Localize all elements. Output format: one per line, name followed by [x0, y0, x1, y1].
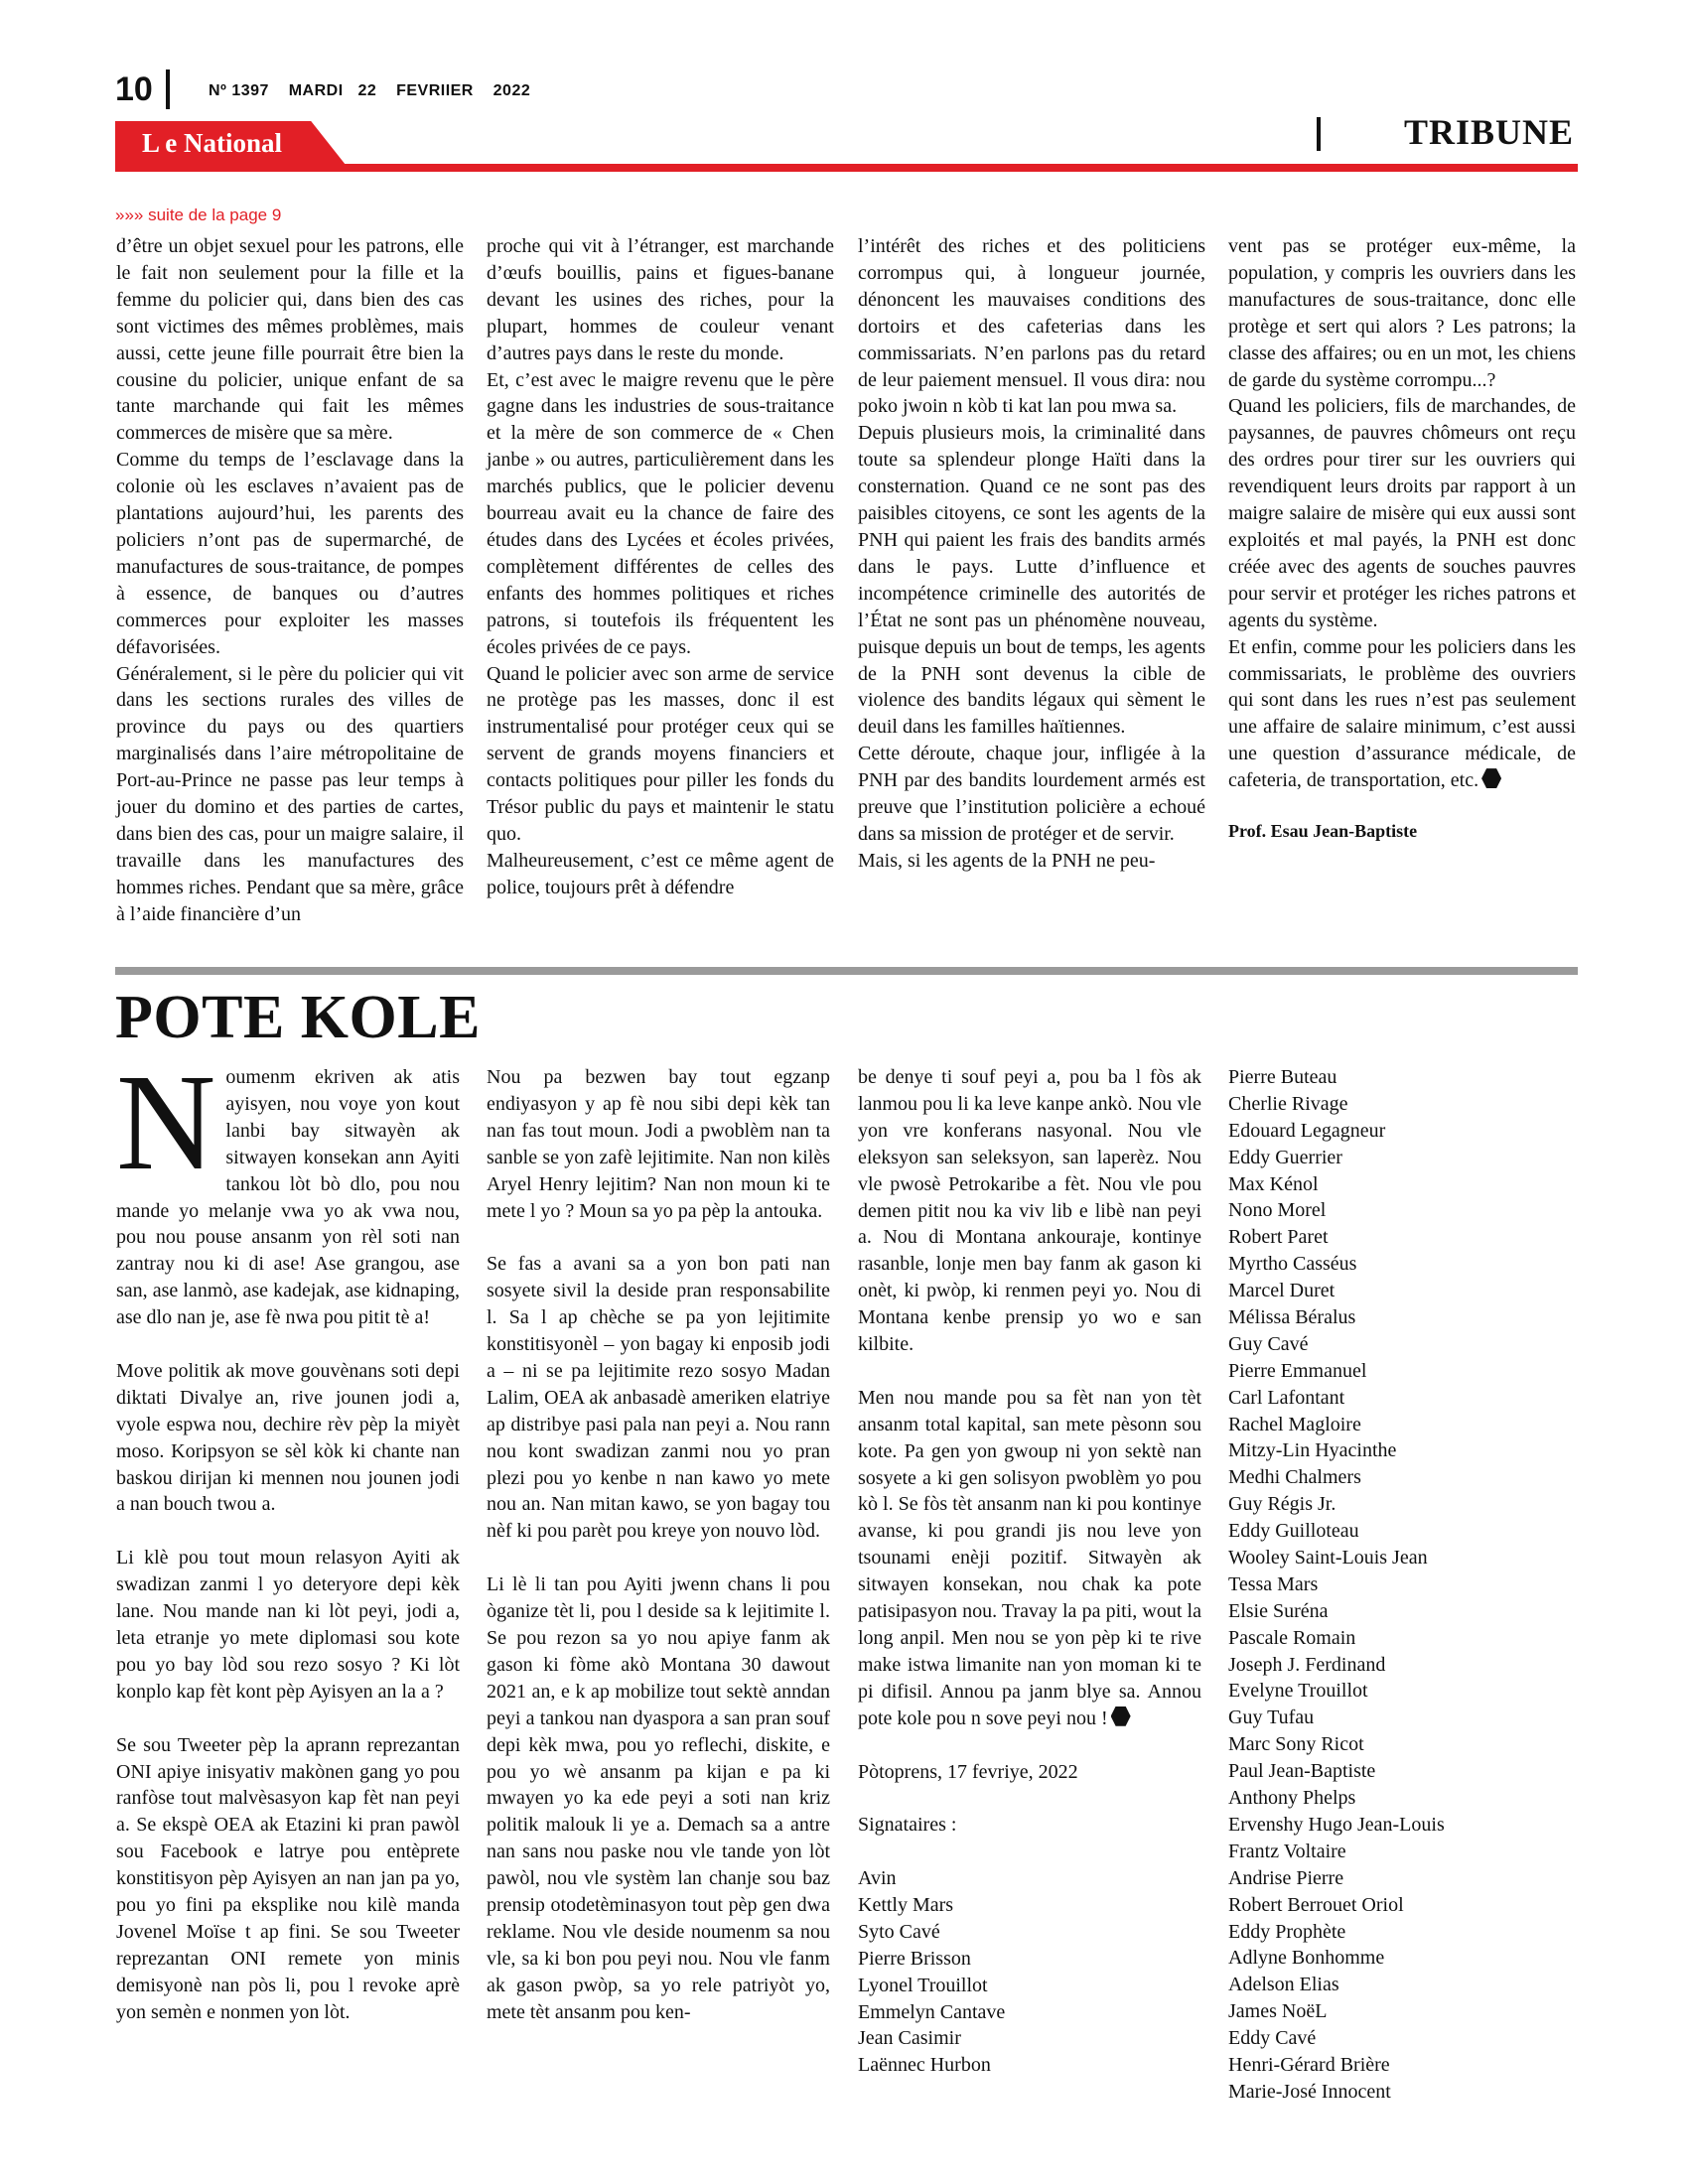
pote-kole-column-4 [1228, 1064, 1576, 2106]
pote-kole-column-3 [858, 1064, 1201, 2079]
signatory-name: Wooley Saint-Louis Jean [1228, 1547, 1428, 1570]
signatory-name: Myrtho Casséus [1228, 1253, 1357, 1276]
paragraph: l’intérêt des riches et des politiciens corrompus qui, à longueur journée, dénoncent les mauvaises conditions des dortoirs et des cafeterias dans les commissariats. N’en parlons pas du retard de leur paiement mensuel. Il vous dira: nou poko jwoin n kòb ti kat lan pou mwa sa. [858, 235, 1205, 418]
signatory-name: Tessa Mars [1228, 1572, 1319, 1595]
signatory-name: Edouard Legagneur [1228, 1119, 1386, 1142]
paragraph: Quand les policiers, fils de marchandes, de paysannes, de pauvres chômeurs ont reçu des ordres pour tirer sur les ouvriers qui revendiquent leurs droits par rapport à un maigre salaire de misère qui eux aussi sont exploités et mal payés, la PNH est donc créée avec des agents de souches pauvres pour servir et protéger les riches patrons et agents du système. [1228, 395, 1576, 631]
signatory-name: Guy Tufau [1228, 1706, 1315, 1729]
paragraph: Et, c’est avec le maigre revenu que le père gagne dans les industries de sous-traitance et la mère de son commerce de « Chen janbe » ou autres, particulièrement dans les marchés publics, que le policier devenu bourreau avait eu la chance de faire des études dans des Lycées et écoles privées, complètement différentes de celles des enfants des hommes politiques et riches patrons, si toutefois ils fréquentent les écoles privées de ce pays. [487, 368, 834, 658]
signatory-name: Eddy Guerrier [1228, 1146, 1342, 1168]
signatory-name: Andrise Pierre [1228, 1866, 1344, 1889]
end-mark-icon [1481, 768, 1501, 788]
issue-info: Nº 1397 MARDI 22 FEVRIIER 2022 [209, 82, 531, 99]
signatories-label: Signataires : [858, 1814, 957, 1837]
tribune-column-4 [1228, 233, 1576, 845]
paragraph: Li lè li tan pou Ayiti jwenn chans li pou òganize tèt li, pou l deside sa k lejitimite l. Se pou rezon sa yo nou apiye fanm ak gason ki fòme akò Montana 30 dawout 2021 an, e k ap mobilize tout sektè anndan peyi a tankou nan dyaspora a san pran souf depi kèk mwa, pou yo reflechi, diskite, e pou yo wè ansanm pa kijan e pa ki mwayen yo ka ede peyi a soti nan kriz politik malouk li ye a. Demach sa a antre nan sans nou paske nou vle tande yon lòt pawòl, nou vle systèm lan chanje sou baz prensip otodetèminasyon tout pèp gen dwa reklame. Nou vle deside noumenm sa nou vle, sa ki bon pou peyi nou. Nou vle fanm ak gason pwòp, sa yo rele patriyòt yo, mete tèt ansanm pou ken- [487, 1573, 830, 2023]
signatory-name: Medhi Chalmers [1228, 1466, 1361, 1489]
signatory-name: Joseph J. Ferdinand [1228, 1653, 1386, 1676]
tribune-column-3 [858, 233, 1205, 875]
signatory-name: Adlyne Bonhomme [1228, 1947, 1385, 1970]
signatory-name: Paul Jean-Baptiste [1228, 1760, 1376, 1783]
paragraph: be denye ti souf peyi a, pou ba l fòs ak lanmou pou li ka leve kanpe ankò. Nou vle yon vre konferans nasyonal. Nou vle eleksyon san seleksyon, san laperèz. Nou vle pwosè Petrokaribe a fèt. Nou vle pou demen pitit nou ka viv lib e libè nan peyi a. Nou di Montana ankouraje, kontinye rasanble, lonje men bay fanm ak gason ki onèt, ki pwòp, ki renmen peyi yo. Nou di Montana kenbe prensip yo wo e san kilbite. [858, 1066, 1201, 1356]
article-title: POTE KOLE [115, 984, 481, 1051]
signatory-name: Ervenshy Hugo Jean-Louis [1228, 1813, 1445, 1836]
section-name: TRIBUNE [1404, 112, 1575, 152]
paragraph: d’être un objet sexuel pour les patrons, elle le fait non seulement pour la fille et la femme du policier qui, dans bien des cas sont victimes des mêmes problèmes, mais aussi, cette jeune fille pourrait être bien la cousine du policier, unique enfant de sa tante marchande qui fait les mêmes commerces de misère que sa mère. [116, 235, 464, 445]
signatory-name: Pascale Romain [1228, 1626, 1356, 1649]
paragraph-text: oumenm ekriven ak atis ayisyen, nou voye yon kout lanbi bay sitwayèn ak sitwayen konsekan ann Ayiti tankou lòt bò dlo, pou nou mande yo melanje vwa yo ak vwa nou, pou nou pouse ansanm yon rèl soti nan zantray nou ki di ase! Ase grangou, ase san, ase lanmò, ase kadejak, ase kidnaping, ase dlo nan je, ase fè nwa pou pitit tè a! [116, 1066, 460, 1329]
tribune-column-1 [116, 233, 464, 928]
tribune-column-2 [487, 233, 834, 901]
signatories-list [1228, 1064, 1576, 2106]
signatory-name: Rachel Magloire [1228, 1413, 1361, 1435]
signatory-name: Nono Morel [1228, 1199, 1327, 1222]
end-mark-icon [1111, 1706, 1131, 1726]
paragraph: Cette déroute, chaque jour, infligée à la PNH par des bandits lourdement armés est preuve que l’institution policière a echoué dans sa mission de protéger et de servir. [858, 743, 1205, 845]
signatory-name: Evelyne Trouillot [1228, 1680, 1368, 1703]
page-number: 10 [115, 70, 153, 108]
paragraph: Mais, si les agents de la PNH ne peu- [858, 849, 1156, 872]
signatory-name: Eddy Cavé [1228, 2027, 1317, 2050]
paragraph: Depuis plusieurs mois, la criminalité dans toute sa splendeur plonge Haïti dans la consternation. Quand ce ne sont pas des paisibles citoyens, ce sont les agents de la PNH qui paient les frais des bandits armés dans le pays. Lutte d’influence et incompétence criminelle des autorités de l’État ne sont pas un phénomène nouveau, puisque depuis un bout de temps, les agents de la PNH sont devenus la cible de violence des bandits légaux qui sèment le deuil dans les familles haïtiennes. [858, 422, 1205, 739]
signatories-list [858, 1865, 1201, 2079]
pote-kole-column-2 [487, 1064, 830, 2052]
masthead-logo: L e National [142, 128, 283, 158]
paragraph: Comme du temps de l’esclavage dans la colonie où les esclaves n’avaient pas de plantations aujourd’hui, les parents des policiers n’ont pas de supermarché, de manufactures de sous-traitance, de pompes à essence, de banques ou d’autres commerces pour exploiter les masses défavorisées. [116, 449, 464, 658]
signatory-name: Henri-Gérard Brière [1228, 2053, 1390, 2076]
signatory-name: Anthony Phelps [1228, 1787, 1356, 1810]
signatory-name: Guy Régis Jr. [1228, 1493, 1336, 1516]
signatory-name: Marc Sony Ricot [1228, 1733, 1364, 1756]
paragraph-text: Men nou mande pou sa fèt nan yon tèt ansanm total kapital, san mete pèsonn sou kote. Pa gen yon gwoup ni yon sektè nan sosyete a ki gen solisyon pwoblèm yo pou kò l. Se fòs tèt ansanm nan ki pou kontinye avanse, ki pou grandi jis nou leve yon tsounami enèji pozitif. Sitwayèn ak sitwayen konsekan, nou chak ka pote patisipasyon nou. Travay la pa piti, wout la long anpil. Men nou se yon pèp ki te rive make istwa limanite nan yon moman ki te pi difisil. Annou pa janm blye sa. Annou pote kole pou n sove peyi nou ! [858, 1386, 1201, 1729]
signatory-name: Adelson Elias [1228, 1974, 1339, 1996]
page-number-divider [166, 69, 170, 109]
signatory-name: Robert Paret [1228, 1226, 1329, 1249]
paragraph: Move politik ak move gouvènans soti depi diktati Divalye an, rive jounen jodi a, vyole espwa nou, dechire rèv pèp la miyèt moso. Koripsyon se sèl kòk ki chante nan baskou dirijan ki mennen nou jounen jodi a nan bouch twou a. [116, 1359, 460, 1516]
drop-cap: N [116, 1046, 216, 1199]
paragraph: vent pas se protéger eux-même, la population, y compris les ouvriers dans les manufactures de sous-traitance, donc elle protège et sert qui alors ? Les patrons; la classe des affaires; ou en un mot, les chiens de garde du système corrompu...? [1228, 235, 1576, 391]
paragraph: proche qui vit à l’étranger, est marchande d’œufs bouillis, pains et figues-banane devant les usines des riches, pour la plupart, hommes de couleur venant d’autres pays dans le reste du monde. [487, 235, 834, 364]
signatory-name: Pierre Buteau [1228, 1066, 1337, 1088]
signatory-name: Frantz Voltaire [1228, 1840, 1346, 1862]
signatory-name: Emmelyn Cantave [858, 2000, 1006, 2023]
signatory-name: Elsie Suréna [1228, 1599, 1329, 1622]
pote-kole-column-1 [116, 1046, 460, 2052]
signatory-name: Cherlie Rivage [1228, 1092, 1348, 1115]
paragraph: Li klè pou tout moun relasyon Ayiti ak swadizan zanmi l yo deteryore depi kèk lane. Nou mande nan ki lòt peyi, jodi a, leta etranje yo mete diplomasi sou kote pou yo bay lòd sou rezo sosyo ? Ki lòt konplo kap fèt kont pèp Ayisyen an la a ? [116, 1547, 460, 1703]
signatory-name: Marie-José Innocent [1228, 2080, 1391, 2103]
signatory-name: Mélissa Béralus [1228, 1306, 1356, 1329]
paragraph [858, 1385, 1201, 1732]
signatory-name: Pierre Brisson [858, 1947, 971, 1970]
header-rule [115, 164, 1578, 172]
section-divider [1317, 117, 1321, 151]
article-signature: Prof. Esau Jean-Baptiste [1228, 821, 1418, 842]
signatory-name: Mitzy-Lin Hyacinthe [1228, 1439, 1397, 1462]
date-line: Pòtoprens, 17 fevriye, 2022 [858, 1760, 1078, 1783]
paragraph [116, 1046, 460, 1331]
signatory-name: James NoëL [1228, 2000, 1328, 2023]
signatory-name: Eddy Guilloteau [1228, 1520, 1359, 1543]
paragraph: Quand le policier avec son arme de service ne protège pas les masses, donc il est instrumentalisé pour protéger ceux qui se servent de grands moyens financiers et contacts politiques pour piller les fonds du Trésor public du pays et maintenir le statu quo. [487, 662, 834, 845]
signatory-name: Pierre Emmanuel [1228, 1359, 1367, 1382]
signatory-name: Robert Berrouet Oriol [1228, 1893, 1404, 1916]
paragraph: Se sou Tweeter pèp la aprann reprezantan ONI apiye inisyativ makònen gang yo pou ranfòse tout malvèsasyon kap fèt nan peyi a. Se ekspè OEA ak Etazini ki pran pawòl sou Facebook e latrye pou entèprete konstitisyon pèp Ayisyen an nan jan pa yo, pou yo fini pa eksplike nou kilè manda Jovenel Moïse t ap fini. Se sou Tweeter reprezantan ONI remete yon minis demisyonè nan pòs li, pou l revoke aprè yon semèn e nonmen yon lòt. [116, 1733, 460, 2023]
paragraph: Généralement, si le père du policier qui vit dans les sections rurales des villes de province du pays ou des quartiers marginalisés dans l’aire métropolitaine de Port-au-Prince ne passe pas leur temps à jouer du domino et des parties de cartes, dans bien des cas, pour un maigre salaire, il travaille dans les manufactures des hommes riches. Pendant que sa mère, grâce à l’aide financière d’un [116, 662, 464, 925]
signatory-name: Laënnec Hurbon [858, 2054, 991, 2077]
paragraph: Malheureusement, c’est ce même agent de police, toujours prêt à défendre [487, 849, 834, 898]
signatory-name: Marcel Duret [1228, 1280, 1336, 1302]
signatory-name: Guy Cavé [1228, 1332, 1309, 1355]
paragraph: Nou pa bezwen bay tout egzanp endiyasyon y ap fè nou sibi depi kèk tan nan fas tout moun. Jodi a pwoblèm nan ta sanble se yon zafè lejitimite. Nan non kilès Aryel Henry lejitim? Nan non moun ki te mete l yo ? Moun sa yo pa pèp la antouka. [487, 1066, 830, 1222]
paragraph: Se fas a avani sa a yon bon pati nan sosyete sivil la deside pran responsabilite l. Sa l ap chèche se pa yon lejitimite konstitisyonèl – yon bagay ki enposib jodi a – ni se pa lejitimite rezo sosyo Madan Lalim, OEA ak anbasadè ameriken elatriye ap distribye pasi pala nan peyi a. Nou rann nou kont swadizan zanmi nou yo pran plezi pou yo kenbe n nan kawo yo mete nou an. Nan mitan kawo, se yon bagay tou nèf ki pou parèt pou kreye yon nouvo lòd. [487, 1253, 830, 1543]
signatory-name: Carl Lafontant [1228, 1386, 1345, 1409]
signatory-name: Max Kénol [1228, 1172, 1319, 1195]
signatory-name: Kettly Mars [858, 1894, 954, 1917]
signatory-name: Jean Casimir [858, 2027, 961, 2050]
paragraph-text: Et enfin, comme pour les policiers dans les commissariats, le problème des ouvriers qui sont dans les rues n’est pas seulement une affaire de salaire minimum, c’est aussi une question d’assurance médicale, de cafeteria, de transportation, etc. [1228, 635, 1576, 792]
continued-from: »»» suite de la page 9 [115, 205, 282, 224]
paragraph [1228, 634, 1576, 794]
signatory-name: Eddy Prophète [1228, 1920, 1346, 1943]
section-divider-rule [115, 967, 1578, 975]
signatory-name: Avin [858, 1867, 897, 1890]
signatory-name: Syto Cavé [858, 1920, 940, 1943]
signatory-name: Lyonel Trouillot [858, 1974, 988, 1996]
